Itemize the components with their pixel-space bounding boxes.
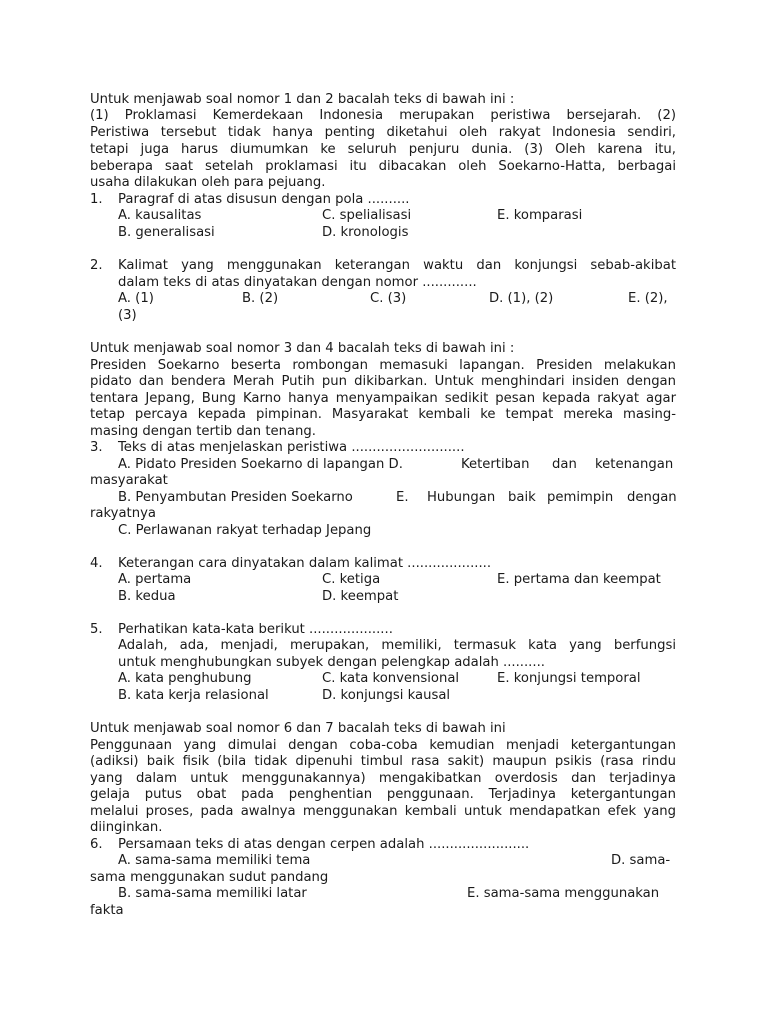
q4-number: 4.: [90, 556, 103, 571]
intro-1-heading: Untuk menjawab soal nomor 1 dan 2 bacalah teks di bawah ini :: [90, 92, 515, 107]
intro-1-line: usaha dilakukan oleh para pejuang.: [90, 175, 326, 190]
q6-option-d: D. sama-: [611, 853, 671, 868]
intro-3-line: melalui proses, pada awalnya menggunakan kembali untuk mendapatkan efek yang: [90, 804, 676, 819]
q6-option-b: B. sama-sama memiliki latar: [118, 886, 307, 901]
q3-stem: Teks di atas menjelaskan peristiwa ...........................: [118, 440, 465, 455]
q5-option-c: C. kata konvensional: [322, 671, 460, 686]
q5-stem-line: untuk menghubungkan subyek dengan pelengkap adalah ..........: [118, 655, 545, 670]
q6-option-e-continued: fakta: [90, 903, 124, 918]
q6-option-e: E. sama-sama menggunakan: [467, 886, 660, 901]
intro-3-line: Penggunaan yang dimulai dengan coba-coba kemudian menjadi ketergantungan: [90, 738, 676, 753]
q2-option-e-continued: (3): [118, 308, 137, 323]
q2-stem-line: dalam teks di atas dinyatakan dengan nomor .............: [118, 275, 477, 290]
intro-2-line: tentara Jepang, Bung Karno hanya menyampaikan sedikit pesan kepada rakyat agar: [90, 391, 676, 406]
q5-option-a: A. kata penghubung: [118, 671, 252, 686]
q3-option-c: C. Perlawanan rakyat terhadap Jepang: [118, 523, 372, 538]
intro-2-heading: Untuk menjawab soal nomor 3 dan 4 bacalah teks di bawah ini :: [90, 341, 515, 356]
q1-option-e: E. komparasi: [497, 208, 583, 223]
q4-option-b: B. kedua: [118, 589, 176, 604]
intro-3-line: (adiksi) baik fisik (bila tidak dipenuhi timbul rasa sakit) maupun psikis (rasa rindu: [90, 754, 676, 769]
q1-option-c: C. spelialisasi: [322, 208, 412, 223]
q5-stem-line: Adalah, ada, menjadi, merupakan, memiliki, termasuk kata yang berfungsi: [118, 638, 676, 653]
q3-option-d-word: Ketertiban: [461, 457, 530, 472]
q4-option-a: A. pertama: [118, 572, 192, 587]
q3-option-e-word: Hubungan: [427, 490, 496, 505]
q1-stem: Paragraf di atas disusun dengan pola ..........: [118, 192, 410, 207]
q3-option-d-word: dan: [552, 457, 577, 472]
q3-option-a: A. Pidato Presiden Soekarno di lapangan D.: [118, 457, 403, 472]
q1-option-d: D. kronologis: [322, 225, 409, 240]
q6-option-d-continued: sama menggunakan sudut pandang: [90, 870, 329, 885]
intro-2-line: masing dengan tertib dan tenang.: [90, 424, 316, 439]
intro-1-line: (1) Proklamasi Kemerdekaan Indonesia merupakan peristiwa bersejarah. (2): [90, 108, 676, 123]
q2-number: 2.: [90, 258, 103, 273]
intro-2-line: pidato dan bendera Merah Putih pun dikibarkan. Untuk menghindari insiden dengan: [90, 374, 676, 389]
q6-number: 6.: [90, 837, 103, 852]
q5-number: 5.: [90, 622, 103, 637]
q3-option-e-word: baik: [508, 490, 536, 505]
intro-1-line: beberapa saat setelah proklamasi itu dibacakan oleh Soekarno-Hatta, berbagai: [90, 159, 676, 174]
q2-option-a: A. (1): [118, 291, 154, 306]
intro-3-line: gelaja putus obat pada penghentian penggunaan. Terjadinya ketergantungan: [90, 787, 676, 802]
q5-stem-line: Perhatikan kata-kata berikut ....................: [118, 622, 393, 637]
intro-2-line: Presiden Soekarno beserta rombongan memasuki lapangan. Presiden melakukan: [90, 358, 676, 373]
q1-number: 1.: [90, 192, 103, 207]
q4-option-e: E. pertama dan keempat: [497, 572, 661, 587]
q1-option-b: B. generalisasi: [118, 225, 215, 240]
q3-number: 3.: [90, 440, 103, 455]
q3-option-b: B. Penyambutan Presiden Soekarno: [118, 490, 353, 505]
q4-option-d: D. keempat: [322, 589, 399, 604]
q3-option-e-continued: rakyatnya: [90, 506, 156, 521]
q2-option-c: C. (3): [370, 291, 407, 306]
intro-3-line: yang dalam untuk menggunakannya) mengakibatkan overdosis dan terjadinya: [90, 771, 676, 786]
q3-option-d-continued: masyarakat: [90, 473, 168, 488]
q3-option-e-word: dengan: [627, 490, 677, 505]
q5-option-e: E. konjungsi temporal: [497, 671, 641, 686]
intro-3-line: diinginkan.: [90, 820, 163, 835]
q3-option-d-word: ketenangan: [595, 457, 674, 472]
q5-option-d: D. konjungsi kausal: [322, 688, 451, 703]
q5-option-b: B. kata kerja relasional: [118, 688, 269, 703]
q6-option-a: A. sama-sama memiliki tema: [118, 853, 311, 868]
q2-stem-line: Kalimat yang menggunakan keterangan waktu dan konjungsi sebab-akibat: [118, 258, 676, 273]
q3-option-e-word: E.: [396, 490, 409, 505]
q2-option-b: B. (2): [242, 291, 279, 306]
q6-stem: Persamaan teks di atas dengan cerpen adalah ........................: [118, 837, 530, 852]
intro-2-line: tetap percaya kepada pimpinan. Masyarakat kembali ke tempat mereka masing-: [90, 407, 676, 422]
q1-option-a: A. kausalitas: [118, 208, 202, 223]
q2-option-d: D. (1), (2): [489, 291, 554, 306]
intro-1-line: tetapi juga harus diumumkan ke seluruh penjuru dunia. (3) Oleh karena itu,: [90, 142, 676, 157]
q4-option-c: C. ketiga: [322, 572, 381, 587]
intro-1-line: Peristiwa tersebut tidak hanya penting diketahui oleh rakyat Indonesia sendiri,: [90, 125, 676, 140]
intro-3-heading: Untuk menjawab soal nomor 6 dan 7 bacalah teks di bawah ini: [90, 721, 506, 736]
q2-option-e: E. (2),: [628, 291, 668, 306]
q4-stem: Keterangan cara dinyatakan dalam kalimat ....................: [118, 556, 492, 571]
q3-option-e-word: pemimpin: [547, 490, 614, 505]
